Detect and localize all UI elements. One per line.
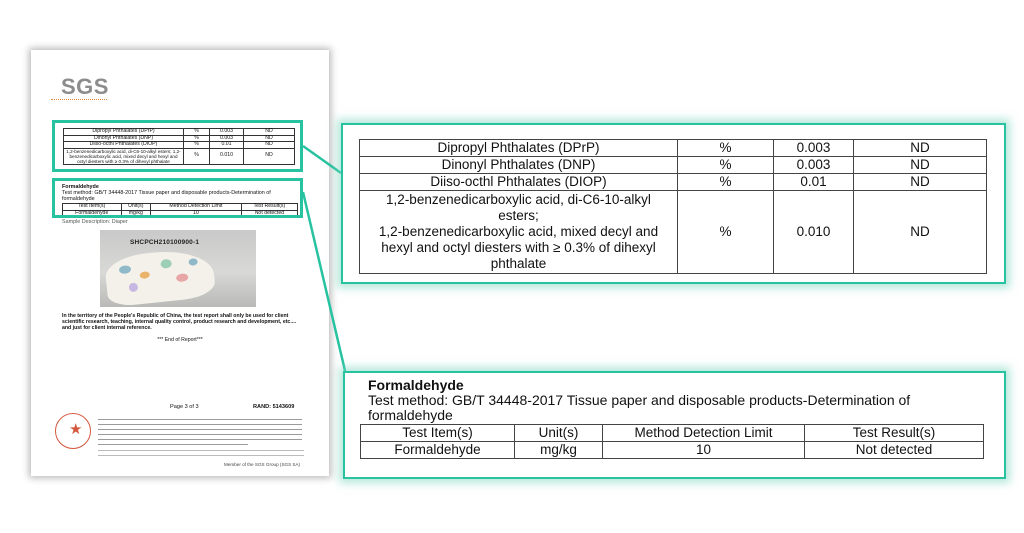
column-header: Unit(s) [515, 425, 603, 442]
sample-photo [100, 230, 256, 307]
mini-header: Unit(s) [121, 204, 151, 211]
report-page [31, 50, 329, 476]
cell-unit: % [678, 157, 774, 174]
cell-item-line: 1,2-benzenedicarboxylic acid, mixed decyl and [378, 224, 659, 239]
territory-note: In the territory of the People's Republic of China, the test report shall only be used for client scientific research, teaching, internal quality control, product research and development, etc.... and just for client internal reference. [62, 313, 297, 331]
formaldehyde-title: Formaldehyde [368, 377, 464, 393]
table-row [360, 140, 987, 157]
table-row [360, 157, 987, 174]
rand-code: RAND: 5143609 [253, 404, 295, 410]
cell-item-line: 1,2-benzenedicarboxylic acid, di-C6-10-alkyl [386, 192, 651, 207]
method-line: Test method: GB/T 34448-2017 Tissue paper and disposable products-Determination of [368, 392, 911, 408]
mini-cell-result: ND [244, 142, 295, 149]
cell-item: Dipropyl Phthalates (DPrP) [360, 140, 678, 157]
star-icon: ★ [69, 421, 83, 438]
cell-result: ND [854, 191, 987, 274]
mini-cell: 10 [151, 210, 242, 217]
mini-cell-item: Dinonyl Phthalates (DNP) [64, 135, 184, 142]
mini-cell-result: ND [244, 135, 295, 142]
mini-cell-unit: % [184, 148, 210, 164]
page-number: Page 3 of 3 [170, 404, 199, 410]
mini-cell-unit: % [184, 129, 210, 136]
column-header: Method Detection Limit [603, 425, 805, 442]
member-note: Member of the SGS Group (SGS SA) [224, 462, 301, 467]
mini-formaldehyde-title: Formaldehyde [62, 184, 99, 190]
column-header: Test Item(s) [361, 425, 515, 442]
mini-cell-limit: 0.003 [210, 135, 244, 142]
diaper-image [104, 246, 217, 307]
cell-test-item: Formaldehyde [361, 442, 515, 459]
mini-cell: Not detected [241, 210, 297, 217]
formaldehyde-callout [343, 371, 1006, 479]
cell-unit: % [678, 174, 774, 191]
cell-unit: % [678, 140, 774, 157]
mini-cell: mg/kg [121, 210, 151, 217]
seal-stamp [55, 413, 91, 449]
mini-cell-unit: % [184, 142, 210, 149]
cell-limit: 0.003 [774, 157, 854, 174]
mini-header: Test Result(s) [241, 204, 297, 211]
table-row [361, 442, 984, 459]
column-header: Test Result(s) [805, 425, 984, 442]
mini-cell-item: 1,2-benzenedicarboxylic acid, di-C6-10-alkyl esters; 1,2-benzenedicarboxylic acid, mixed decyl and hexyl and octyl diesters with ≥ 0.3% of dihexyl phthalate [64, 148, 184, 164]
cell-result: ND [854, 140, 987, 157]
highlight-box-phthalates [52, 120, 303, 172]
cell-item-line: phthalate [490, 256, 547, 271]
cell-item-line: hexyl and octyl diesters with ≥ 0.3% of dihexyl [381, 240, 656, 255]
mini-cell-item: Dipropyl Phthalates (DPrP) [64, 129, 184, 136]
phthalates-table [359, 139, 987, 274]
cell-limit: 0.010 [774, 191, 854, 274]
sgs-logo: SGS [61, 74, 109, 99]
logo-divider [51, 99, 107, 100]
photo-caption: Sample Description: Diaper [62, 219, 128, 225]
photo-sample-label: SHCPCH210100900-1 [130, 239, 200, 246]
cell-result: ND [854, 174, 987, 191]
formaldehyde-method [368, 393, 928, 423]
cell-item-long [360, 191, 678, 274]
cell-detection-limit: 10 [603, 442, 805, 459]
table-header-row [361, 425, 984, 442]
cell-limit: 0.003 [774, 140, 854, 157]
mini-cell-unit: % [184, 135, 210, 142]
mini-cell-item: Diiso-octhl Phthalates (DIOP) [64, 142, 184, 149]
cell-unit: mg/kg [515, 442, 603, 459]
mini-header: Method Detection Limit [151, 204, 242, 211]
end-of-report: *** End of Report*** [157, 337, 203, 343]
cell-result: ND [854, 157, 987, 174]
cell-item-line: esters; [498, 208, 539, 223]
mini-cell-result: ND [244, 148, 295, 164]
phthalates-callout [341, 123, 1006, 284]
cell-item: Dinonyl Phthalates (DNP) [360, 157, 678, 174]
mini-cell-limit: 0.010 [210, 148, 244, 164]
cell-result: Not detected [805, 442, 984, 459]
highlight-box-formaldehyde [52, 178, 303, 218]
cell-limit: 0.01 [774, 174, 854, 191]
formaldehyde-table [360, 424, 984, 459]
mini-cell-limit: 0.01 [210, 142, 244, 149]
method-line: formaldehyde [368, 407, 453, 423]
mini-header: Test Item(s) [63, 204, 122, 211]
table-row [360, 174, 987, 191]
mini-cell-limit: 0.003 [210, 129, 244, 136]
cell-item: Diiso-octhl Phthalates (DIOP) [360, 174, 678, 191]
cell-unit: % [678, 191, 774, 274]
mini-formaldehyde-method: Test method: GB/T 34448-2017 Tissue paper and disposable products-Determination of formaldehyde [62, 190, 271, 203]
table-row [360, 191, 987, 274]
mini-cell-result: ND [244, 129, 295, 136]
mini-cell: Formaldehyde [63, 210, 122, 217]
